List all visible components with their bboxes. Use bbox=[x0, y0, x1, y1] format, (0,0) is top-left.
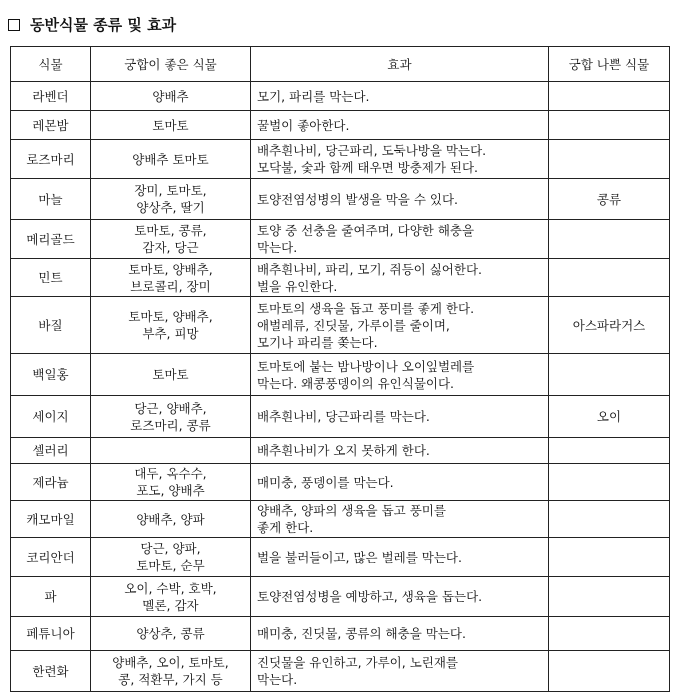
cell-bad-companion bbox=[549, 617, 670, 651]
cell-good-companion bbox=[91, 651, 251, 692]
good-companion-line: 부추, 피망 bbox=[142, 326, 199, 341]
table-row bbox=[11, 354, 670, 396]
good-companion-line: 토마토 bbox=[152, 367, 189, 382]
good-companion-line: 양배추 토마토 bbox=[132, 151, 209, 167]
effect-line: 양배추, 양파의 생육을 돕고 풍미를 bbox=[257, 503, 446, 518]
table-header-row bbox=[11, 47, 670, 82]
cell-good-companion bbox=[91, 111, 251, 140]
plant-name: 레몬밤 bbox=[32, 117, 69, 133]
cell-good-companion bbox=[91, 464, 251, 501]
cell-plant bbox=[11, 259, 91, 297]
cell-effect bbox=[251, 501, 549, 538]
cell-bad-companion bbox=[549, 438, 670, 464]
cell-effect bbox=[251, 111, 549, 140]
cell-plant bbox=[11, 179, 91, 220]
cell-effect bbox=[251, 617, 549, 651]
cell-plant bbox=[11, 501, 91, 538]
cell-good-companion bbox=[91, 501, 251, 538]
cell-plant bbox=[11, 538, 91, 577]
plant-name: 캐모마일 bbox=[26, 511, 75, 527]
cell-good-companion bbox=[91, 297, 251, 354]
cell-bad-companion bbox=[549, 111, 670, 140]
good-companion-line: 당근, 양파, bbox=[140, 541, 201, 556]
cell-plant bbox=[11, 220, 91, 259]
cell-effect bbox=[251, 396, 549, 438]
cell-bad-companion bbox=[549, 396, 670, 438]
bad-companion: 오이 bbox=[596, 409, 622, 424]
page-title bbox=[8, 11, 176, 39]
effect-line: 매미충, 진딧물, 콩류의 해충을 막는다. bbox=[257, 626, 466, 641]
cell-good-companion bbox=[91, 179, 251, 220]
cell-effect bbox=[251, 538, 549, 577]
good-companion-line: 토마토, 콩류, bbox=[134, 223, 207, 238]
effect-line: 토양전염성병의 발생을 막을 수 있다. bbox=[257, 191, 458, 207]
effect-line: 막는다. bbox=[257, 240, 298, 255]
effect-line: 배추흰나비, 당근파리, 도둑나방을 막는다. bbox=[257, 143, 487, 158]
cell-good-companion bbox=[91, 82, 251, 111]
table-row bbox=[11, 438, 670, 464]
cell-plant bbox=[11, 140, 91, 179]
bad-companion: 콩류 bbox=[596, 191, 622, 207]
cell-plant bbox=[11, 354, 91, 396]
cell-plant bbox=[11, 651, 91, 692]
companion-plant-table bbox=[10, 46, 670, 692]
cell-good-companion bbox=[91, 577, 251, 617]
good-companion-line: 당근, 양배추, bbox=[134, 400, 207, 416]
effect-line: 배추흰나비가 오지 못하게 한다. bbox=[257, 443, 430, 458]
cell-effect bbox=[251, 259, 549, 297]
good-companion-line: 대두, 옥수수, bbox=[134, 466, 207, 481]
good-companion-line: 양상추, 콩류 bbox=[136, 626, 205, 641]
cell-good-companion bbox=[91, 220, 251, 259]
plant-name: 파 bbox=[44, 589, 57, 604]
good-companion-line: 멜론, 감자 bbox=[142, 597, 199, 613]
cell-bad-companion bbox=[549, 220, 670, 259]
table-row bbox=[11, 111, 670, 140]
table-row bbox=[11, 396, 670, 438]
header-bad-companion: 궁합 나쁜 식물 bbox=[549, 47, 670, 82]
effect-line: 막는다. bbox=[257, 672, 298, 687]
plant-name: 셀러리 bbox=[32, 443, 69, 458]
cell-plant bbox=[11, 617, 91, 651]
good-companion-line: 양배추, 오이, 토마토, bbox=[112, 655, 229, 670]
plant-name: 메리골드 bbox=[26, 231, 75, 247]
effect-line: 막는다. 왜콩풍뎅이의 유인식물이다. bbox=[257, 375, 455, 391]
effect-line: 벌을 유인한다. bbox=[257, 278, 338, 294]
cell-bad-companion bbox=[549, 82, 670, 111]
plant-name: 라벤더 bbox=[32, 88, 69, 104]
table-row bbox=[11, 617, 670, 651]
cell-bad-companion bbox=[549, 259, 670, 297]
plant-name: 민트 bbox=[38, 270, 63, 285]
cell-plant bbox=[11, 396, 91, 438]
header-effect: 효과 bbox=[251, 47, 549, 82]
cell-effect bbox=[251, 140, 549, 179]
cell-bad-companion bbox=[549, 538, 670, 577]
plant-name: 코리안더 bbox=[26, 549, 75, 565]
good-companion-line: 양상추, 딸기 bbox=[136, 200, 205, 215]
good-companion-line: 토마토 bbox=[152, 117, 189, 133]
good-companion-line: 로즈마리, 콩류 bbox=[130, 417, 211, 433]
effect-line: 토마토에 붙는 밤나방이나 오이잎벌레를 bbox=[257, 358, 475, 374]
cell-effect bbox=[251, 651, 549, 692]
cell-plant bbox=[11, 438, 91, 464]
cell-effect bbox=[251, 464, 549, 501]
good-companion-line: 토마토, 양배추, bbox=[128, 261, 213, 277]
cell-good-companion bbox=[91, 140, 251, 179]
cell-effect bbox=[251, 297, 549, 354]
table-row bbox=[11, 501, 670, 538]
plant-name: 바질 bbox=[38, 317, 63, 333]
table-row bbox=[11, 140, 670, 179]
cell-effect bbox=[251, 179, 549, 220]
table-row bbox=[11, 220, 670, 259]
plant-name: 마늘 bbox=[38, 191, 63, 207]
cell-good-companion bbox=[91, 354, 251, 396]
good-companion-line: 양배추, 양파 bbox=[136, 511, 205, 527]
cell-good-companion bbox=[91, 259, 251, 297]
good-companion-line: 장미, 토마토, bbox=[134, 183, 207, 198]
header-good-companion: 궁합이 좋은 식물 bbox=[91, 47, 251, 82]
cell-good-companion bbox=[91, 438, 251, 464]
good-companion-line: 토마토, 양배추, bbox=[128, 309, 213, 324]
cell-bad-companion bbox=[549, 501, 670, 538]
effect-line: 토마토의 생육을 돕고 풍미를 좋게 한다. bbox=[257, 300, 475, 316]
effect-line: 배추흰나비, 파리, 모기, 쥐등이 싫어한다. bbox=[257, 261, 482, 277]
cell-bad-companion bbox=[549, 464, 670, 501]
cell-bad-companion bbox=[549, 179, 670, 220]
effect-line: 좋게 한다. bbox=[257, 520, 314, 535]
table-row bbox=[11, 297, 670, 354]
plant-name: 한련화 bbox=[32, 663, 69, 679]
good-companion-line: 토마토, 순무 bbox=[136, 558, 205, 573]
plant-name: 백일홍 bbox=[32, 367, 69, 382]
cell-good-companion bbox=[91, 396, 251, 438]
cell-plant bbox=[11, 577, 91, 617]
cell-good-companion bbox=[91, 617, 251, 651]
checkbox-square-icon bbox=[8, 19, 20, 31]
cell-bad-companion bbox=[549, 140, 670, 179]
cell-plant bbox=[11, 82, 91, 111]
title-text: 동반식물 종류 및 효과 bbox=[30, 16, 177, 34]
cell-bad-companion bbox=[549, 577, 670, 617]
plant-name: 제라늄 bbox=[32, 474, 69, 490]
cell-bad-companion bbox=[549, 651, 670, 692]
cell-plant bbox=[11, 464, 91, 501]
effect-line: 배추흰나비, 당근파리를 막는다. bbox=[257, 409, 430, 424]
good-companion-line: 오이, 수박, 호박, bbox=[124, 580, 217, 596]
cell-plant bbox=[11, 111, 91, 140]
effect-line: 토양 중 선충을 줄여주며, 다양한 해충을 bbox=[257, 223, 475, 238]
effect-line: 매미충, 풍뎅이를 막는다. bbox=[257, 474, 394, 490]
cell-effect bbox=[251, 220, 549, 259]
table-row bbox=[11, 464, 670, 501]
good-companion-line: 감자, 당근 bbox=[142, 240, 199, 255]
cell-effect bbox=[251, 354, 549, 396]
table-row bbox=[11, 179, 670, 220]
header-plant: 식물 bbox=[11, 47, 91, 82]
effect-line: 모기나 파리를 쫒는다. bbox=[257, 334, 378, 350]
cell-bad-companion bbox=[549, 354, 670, 396]
good-companion-line: 콩, 적환무, 가지 등 bbox=[118, 672, 223, 687]
plant-name: 세이지 bbox=[32, 409, 69, 424]
table-row bbox=[11, 538, 670, 577]
effect-line: 진딧물을 유인하고, 가루이, 노린재를 bbox=[257, 655, 458, 670]
effect-line: 모닥불, 숯과 함께 태우면 방충제가 된다. bbox=[257, 160, 479, 175]
table-row bbox=[11, 82, 670, 111]
effect-line: 모기, 파리를 막는다. bbox=[257, 88, 370, 104]
table-row bbox=[11, 651, 670, 692]
effect-line: 꿀벌이 좋아한다. bbox=[257, 117, 350, 133]
effect-line: 애벌레류, 진딧물, 가루이를 줄이며, bbox=[257, 317, 450, 333]
cell-effect bbox=[251, 82, 549, 111]
table-row bbox=[11, 259, 670, 297]
bad-companion: 아스파라거스 bbox=[572, 317, 646, 333]
cell-effect bbox=[251, 577, 549, 617]
plant-name: 페튜니아 bbox=[26, 626, 75, 641]
table-row bbox=[11, 577, 670, 617]
effect-line: 토양전염성병을 예방하고, 생육을 돕는다. bbox=[257, 589, 483, 604]
plant-name: 로즈마리 bbox=[26, 151, 75, 167]
cell-plant bbox=[11, 297, 91, 354]
effect-line: 벌을 불러들이고, 많은 벌레를 막는다. bbox=[257, 549, 462, 565]
cell-good-companion bbox=[91, 538, 251, 577]
cell-effect bbox=[251, 438, 549, 464]
good-companion-line: 브로콜리, 장미 bbox=[130, 278, 211, 294]
good-companion-line: 양배추 bbox=[152, 88, 189, 104]
cell-bad-companion bbox=[549, 297, 670, 354]
good-companion-line: 포도, 양배추 bbox=[136, 483, 205, 498]
